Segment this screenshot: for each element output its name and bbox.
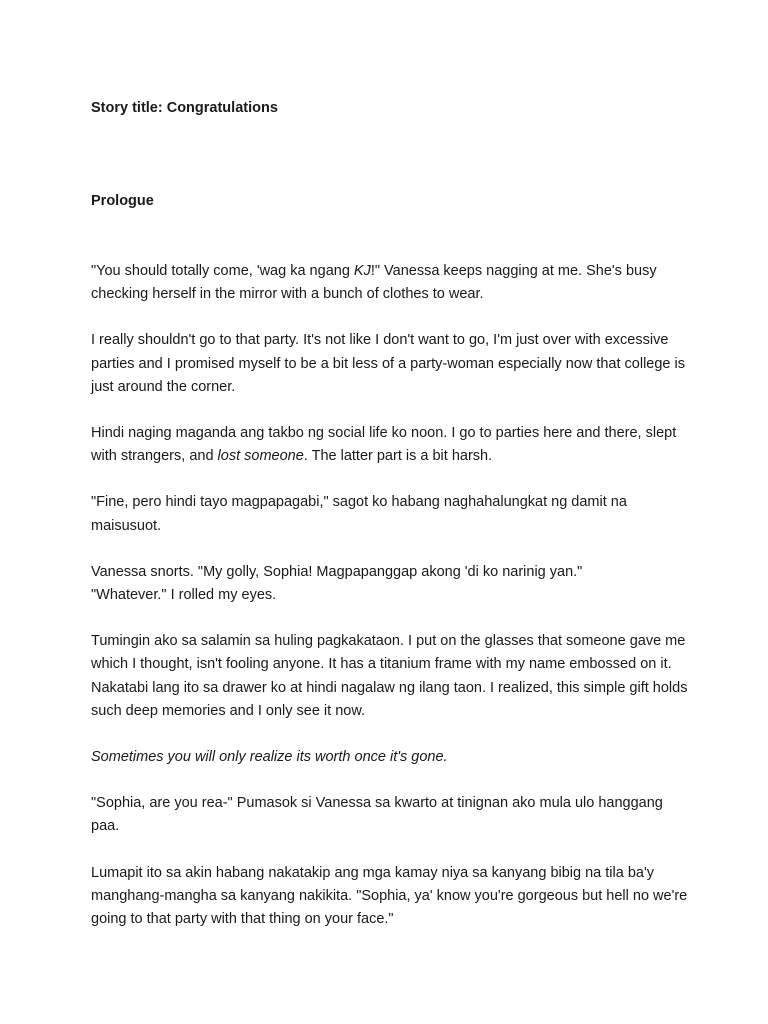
paragraph-4: "Fine, pero hindi tayo magpapagabi," sagot ko habang naghahalungkat ng damit na maisusuot. (91, 494, 627, 534)
paragraph-2: I really shouldn't go to that party. It's not like I don't want to go, I'm just over with excessive parties and I promised myself to be a bit less of a party-woman especially now that college is just around the corner. (91, 332, 685, 395)
paragraph-3: Hindi naging maganda ang takbo ng social life ko noon. I go to parties here and there, slept with strangers, and lost someone. The latter part is a bit harsh. (91, 425, 677, 465)
story-body (91, 260, 691, 954)
story-title: Story title: Congratulations (91, 100, 278, 116)
paragraph-9: Lumapit ito sa akin habang nakatakip ang mga kamay niya sa kanyang bibig na tila ba'y manghang-mangha sa kanyang nakikita. "Sophia, ya' know you're gorgeous but hell no we're going to that party with that thing on your face." (91, 864, 688, 928)
section-heading: Prologue (91, 193, 154, 209)
paragraph-1: "You should totally come, 'wag ka ngang KJ!" Vanessa keeps nagging at me. She's busy checking herself in the mirror with a bunch of clothes to wear. (91, 263, 657, 303)
paragraph-5: Vanessa snorts. "My golly, Sophia! Magpapanggap akong 'di ko narinig yan." "Whatever." I rolled my eyes. (91, 563, 583, 604)
paragraph-8: "Sophia, are you rea-" Pumasok si Vanessa sa kwarto at tinignan ako mula ulo hanggang paa. (91, 795, 663, 835)
paragraph-7: Sometimes you will only realize its worth once it's gone. (91, 749, 448, 766)
paragraph-6: Tumingin ako sa salamin sa huling pagkakataon. I put on the glasses that someone gave me which I thought, isn't fooling anyone. It has a titanium frame with my name embossed on it. Nakatabi lang ito sa drawer ko at hindi nagalaw ng ilang taon. I realized, this simple gift holds such deep memories and I only see it now. (91, 633, 688, 719)
